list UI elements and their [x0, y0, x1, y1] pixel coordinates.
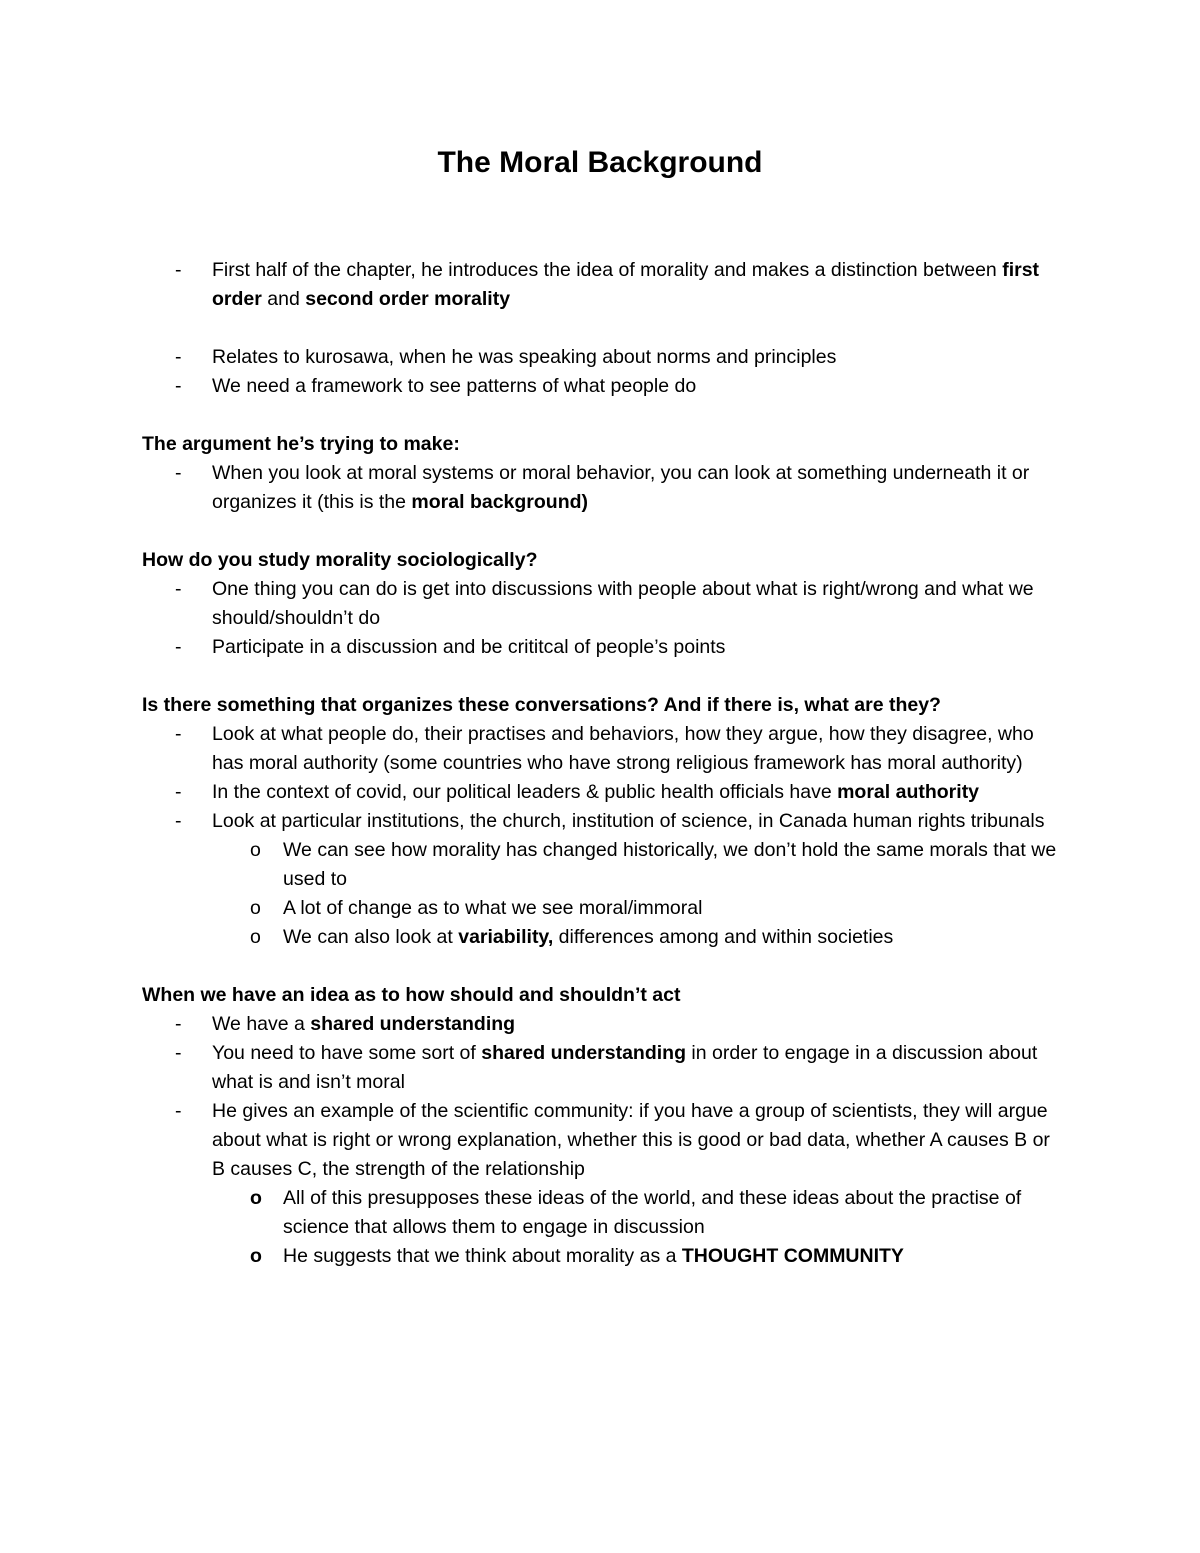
list-item: - He gives an example of the scientific community: if you have a group of scientists, they will argue about what is right or wrong explanation, whether this is good or bad data, whether A causes B or B causes C, the strength of the relationship o All of this presupposes these ideas of the world, and these ideas about the practise of science that allows them to engage in discussion o He suggests that we think about morality as a THOUGHT COMMUNITY — [142, 1097, 1062, 1271]
dash-bullet: - — [175, 346, 182, 368]
dash-bullet: - — [175, 810, 182, 832]
dash-bullet: - — [175, 1100, 182, 1122]
argument-list — [142, 459, 1062, 517]
sub-list-item: o A lot of change as to what we see moral/immoral — [142, 894, 1062, 923]
shared-list — [142, 1010, 1062, 1271]
list-item: - When you look at moral systems or moral behavior, you can look at something underneath it or organizes it (this is the moral background) — [142, 459, 1062, 517]
intro-list — [142, 256, 1062, 314]
circle-bullet: o — [250, 839, 261, 861]
document-title: The Moral Background — [437, 146, 763, 179]
list-item: - First half of the chapter, he introduces the idea of morality and makes a distinction between first order and second order morality — [142, 256, 1062, 314]
circle-bullet: o — [250, 1187, 262, 1209]
circle-bullet: o — [250, 1245, 262, 1267]
list-item: - Look at particular institutions, the church, institution of science, in Canada human rights tribunals o We can see how morality has changed historically, we don’t hold the same morals that we used to o A lot of change as to what we see moral/immoral o We can also look at variability, differences among and within societies — [142, 807, 1062, 952]
document-body — [142, 256, 1062, 1271]
study-list — [142, 575, 1062, 662]
list-item: - Look at what people do, their practises and behaviors, how they argue, how they disagree, who has moral authority (some countries who have strong religious framework has moral authority) — [142, 720, 1062, 778]
list-item: - We have a shared understanding — [142, 1010, 1062, 1039]
sub-list-item: o He suggests that we think about morality as a THOUGHT COMMUNITY — [142, 1242, 1062, 1271]
dash-bullet: - — [175, 259, 182, 281]
list-item: - You need to have some sort of shared understanding in order to engage in a discussion about what is and isn’t moral — [142, 1039, 1062, 1097]
section-heading-shared: When we have an idea as to how should and shouldn’t act — [142, 984, 681, 1006]
circle-bullet: o — [250, 897, 261, 919]
sub-list-item: o All of this presupposes these ideas of the world, and these ideas about the practise of science that allows them to engage in discussion — [142, 1184, 1062, 1242]
section-heading-organize: Is there something that organizes these conversations? And if there is, what are they? — [142, 694, 941, 716]
section-heading-argument: The argument he’s trying to make: — [142, 433, 460, 455]
dash-bullet: - — [175, 578, 182, 600]
dash-bullet: - — [175, 636, 182, 658]
organize-list — [142, 720, 1062, 952]
dash-bullet: - — [175, 723, 182, 745]
list-item: - Participate in a discussion and be crititcal of people’s points — [142, 633, 1062, 662]
dash-bullet: - — [175, 1042, 182, 1064]
dash-bullet: - — [175, 781, 182, 803]
dash-bullet: - — [175, 1013, 182, 1035]
intro-list-2 — [142, 343, 1062, 401]
list-item: - One thing you can do is get into discussions with people about what is right/wrong and what we should/shouldn’t do — [142, 575, 1062, 633]
circle-bullet: o — [250, 926, 261, 948]
list-item: - In the context of covid, our political leaders & public health officials have moral authority — [142, 778, 1062, 807]
organize-sublist — [212, 836, 1062, 952]
section-heading-study: How do you study morality sociologically? — [142, 549, 538, 571]
shared-sublist — [212, 1184, 1062, 1271]
dash-bullet: - — [175, 375, 182, 397]
sub-list-item: o We can see how morality has changed historically, we don’t hold the same morals that we used to — [142, 836, 1062, 894]
list-item: - We need a framework to see patterns of what people do — [142, 372, 1062, 401]
list-item: - Relates to kurosawa, when he was speaking about norms and principles — [142, 343, 1062, 372]
sub-list-item: o We can also look at variability, differences among and within societies — [142, 923, 1062, 952]
dash-bullet: - — [175, 462, 182, 484]
